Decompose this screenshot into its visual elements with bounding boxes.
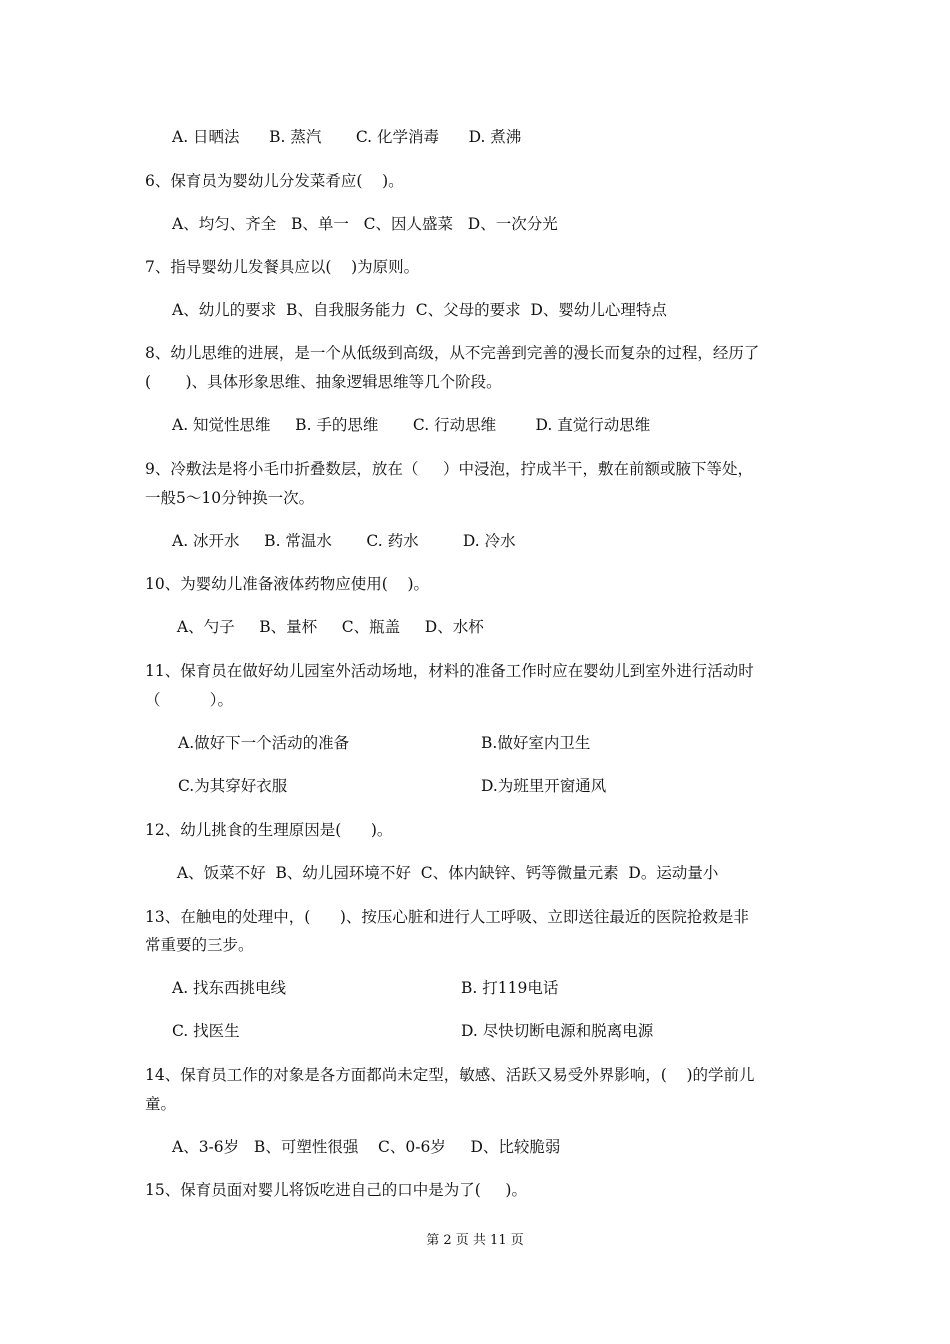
q13-option-b: B. 打119电话 (461, 979, 559, 997)
q11-option-b: B.做好室内卫生 (481, 734, 591, 752)
q5-options: A. 日晒法 B. 蒸汽 C. 化学消毒 D. 煮沸 (172, 128, 522, 146)
q14-text-line1: 14、保育员工作的对象是各方面都尚未定型，敏感、活跃又易受外界影响，( )的学前儿 (145, 1066, 755, 1084)
q10-text: 10、为婴幼儿准备液体药物应使用( )。 (145, 575, 430, 593)
q8-options: A. 知觉性思维 B. 手的思维 C. 行动思维 D. 直觉行动思维 (172, 416, 651, 434)
q15-text: 15、保育员面对婴儿将饭吃进自己的口中是为了( )。 (145, 1181, 527, 1199)
q13-option-d: D. 尽快切断电源和脱离电源 (461, 1022, 654, 1040)
q8-text-line1: 8、幼儿思维的进展，是一个从低级到高级，从不完善到完善的漫长而复杂的过程，经历了 (145, 344, 760, 362)
q12-text: 12、幼儿挑食的生理原因是( )。 (145, 821, 393, 839)
q13-text-line1: 13、在触电的处理中，( )、按压心脏和进行人工呼吸、立即送往最近的医院抢救是非 (145, 908, 749, 926)
q11-option-d: D.为班里开窗通风 (481, 777, 607, 795)
q11-text-line1: 11、保育员在做好幼儿园室外活动场地，材料的准备工作时应在婴幼儿到室外进行活动时 (145, 662, 754, 680)
q11-text-line2: （ ）。 (145, 691, 234, 709)
q14-text-line2: 童。 (145, 1095, 177, 1113)
q11-option-c: C.为其穿好衣服 (178, 777, 288, 795)
q13-option-c: C. 找医生 (172, 1022, 240, 1040)
q6-options: A、均匀、齐全 B、单一 C、因人盛菜 D、一次分光 (172, 215, 558, 233)
q9-text-line1: 9、冷敷法是将小毛巾折叠数层，放在（ ）中浸泡，拧成半干，敷在前额或腋下等处， (145, 460, 753, 478)
q6-text: 6、保育员为婴幼儿分发菜肴应( )。 (145, 172, 404, 190)
q7-text: 7、指导婴幼儿发餐具应以( )为原则。 (145, 258, 420, 276)
q13-text-line2: 常重要的三步。 (145, 936, 254, 954)
q13-option-a: A. 找东西挑电线 (172, 979, 287, 997)
q12-options: A、饭菜不好 B、幼儿园环境不好 C、体内缺锌、钙等微量元素 D。运动量小 (172, 864, 719, 882)
q9-text-line2: 一般5～10分钟换一次。 (145, 489, 315, 507)
q10-options: A、勺子 B、量杯 C、瓶盖 D、水杯 (172, 618, 484, 636)
q11-option-a: A.做好下一个活动的准备 (178, 734, 350, 752)
q14-options: A、3-6岁 B、可塑性很强 C、0-6岁 D、比较脆弱 (172, 1138, 561, 1156)
q7-options: A、幼儿的要求 B、自我服务能力 C、父母的要求 D、婴幼儿心理特点 (172, 301, 667, 319)
q8-text-line2: ( )、具体形象思维、抽象逻辑思维等几个阶段。 (145, 373, 502, 391)
q9-options: A. 冰开水 B. 常温水 C. 药水 D. 冷水 (172, 532, 516, 550)
page-number-footer: 第 2 页 共 11 页 (426, 1233, 524, 1248)
